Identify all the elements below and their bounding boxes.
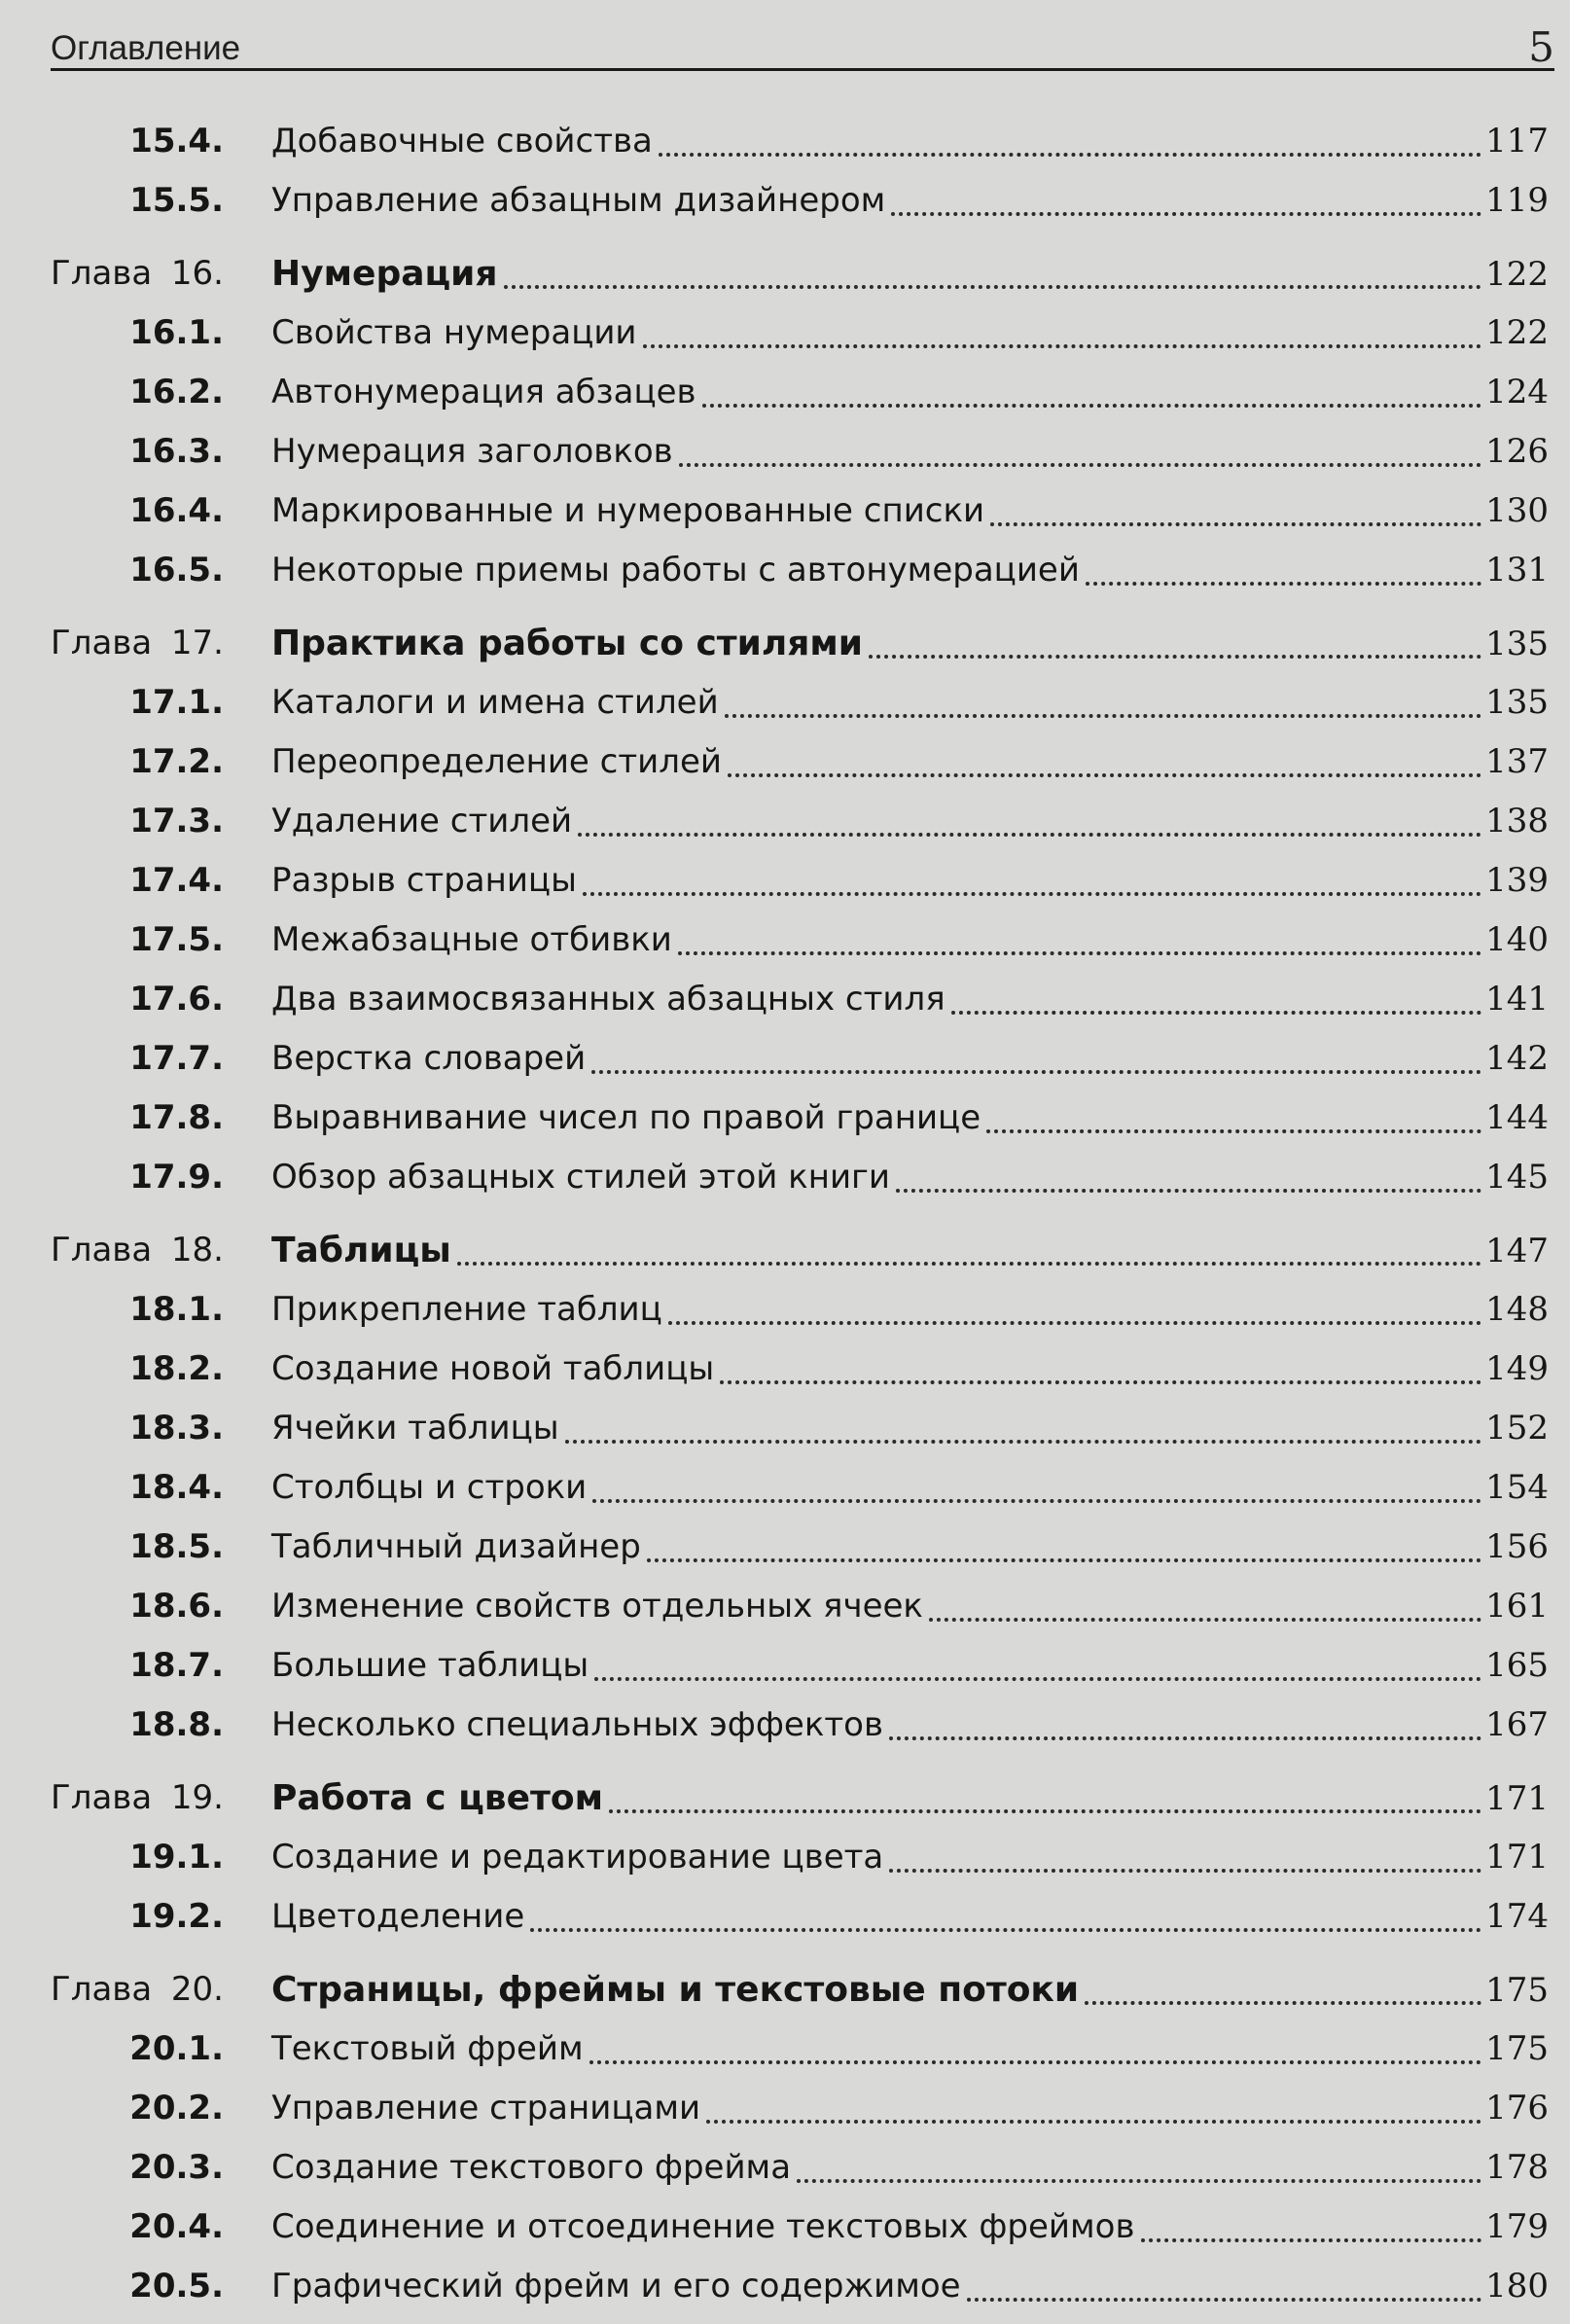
section-title: Управление страницами	[271, 2089, 701, 2127]
section-number: 17.1.	[129, 683, 224, 722]
toc-section-row	[51, 851, 1549, 911]
dot-leader	[869, 655, 1481, 659]
section-number: 16.3.	[129, 432, 224, 471]
chapter-label: Глава	[51, 254, 153, 293]
section-title: Некоторые приемы работы с автонумерацией	[271, 551, 1080, 590]
toc-entry	[271, 1280, 1549, 1340]
section-title: Большие таблицы	[271, 1646, 589, 1685]
section-title: Соединение и отсоединение текстовых фреймов	[271, 2207, 1135, 2246]
toc-entry	[271, 1089, 1549, 1148]
section-title: Добавочные свойства	[271, 122, 653, 161]
section-number: 17.3.	[129, 802, 224, 840]
toc-section-row	[51, 2138, 1549, 2198]
toc-page-number: 145	[1485, 1158, 1549, 1197]
toc-page-number: 174	[1485, 1897, 1549, 1936]
dot-leader	[889, 1869, 1481, 1873]
toc-entry	[271, 1636, 1549, 1696]
toc-section-row	[51, 541, 1549, 600]
dot-leader	[706, 2120, 1481, 2124]
section-number: 16.4.	[129, 491, 224, 530]
toc-entry	[271, 541, 1549, 600]
section-number: 20.1.	[129, 2029, 224, 2068]
toc-entry	[271, 2257, 1549, 2316]
section-number: 17.2.	[129, 742, 224, 781]
toc-section-row	[51, 1577, 1549, 1636]
section-title: Верстка словарей	[271, 1039, 587, 1078]
section-title: Изменение свойств отдельных ячеек	[271, 1587, 923, 1626]
toc-section-row	[51, 733, 1549, 792]
dot-leader	[565, 1440, 1482, 1444]
toc-entry	[271, 2138, 1549, 2198]
dot-leader	[589, 2060, 1481, 2064]
toc-section-row	[51, 1828, 1549, 1887]
chapter-title: Таблицы	[271, 1231, 451, 1270]
toc-section-row	[51, 1340, 1549, 1399]
toc-page-number: 171	[1485, 1838, 1549, 1877]
toc-page-number: 141	[1485, 980, 1549, 1019]
dot-leader	[1141, 2238, 1482, 2242]
toc-page-number: 139	[1485, 861, 1549, 900]
toc-page-number: 180	[1485, 2267, 1549, 2306]
toc-entry	[271, 2198, 1549, 2257]
toc-page-number: 138	[1485, 802, 1549, 840]
section-title: Цветоделение	[271, 1897, 525, 1936]
toc-section-row	[51, 1458, 1549, 1518]
toc-page-number: 176	[1485, 2089, 1549, 2127]
section-title: Автонумерация абзацев	[271, 373, 696, 411]
toc-section-row	[51, 2020, 1549, 2079]
section-title: Удаление стилей	[271, 802, 573, 840]
section-number: 20.3.	[129, 2148, 224, 2187]
toc-page-number: 154	[1485, 1468, 1549, 1507]
section-number: 20.5.	[129, 2267, 224, 2306]
toc-page-number: 142	[1485, 1039, 1549, 1078]
toc-entry	[271, 2020, 1549, 2079]
toc-page-number: 165	[1485, 1646, 1549, 1685]
toc-page-number: 135	[1485, 683, 1549, 722]
toc-entry	[271, 482, 1549, 541]
toc-page-number: 175	[1485, 1971, 1549, 2010]
section-number: 18.2.	[129, 1349, 224, 1388]
section-title: Прикрепление таблиц	[271, 1290, 662, 1329]
toc-section-row	[51, 363, 1549, 422]
toc-page-number: 122	[1485, 313, 1549, 352]
toc-entry	[271, 792, 1549, 851]
toc-section-row	[51, 792, 1549, 851]
toc-page-number: 131	[1485, 551, 1549, 590]
toc-entry	[271, 970, 1549, 1029]
toc-entry	[271, 1518, 1549, 1577]
toc-section-row	[51, 1518, 1549, 1577]
dot-leader	[583, 892, 1481, 896]
section-number: 18.8.	[129, 1705, 224, 1744]
toc-section-row	[51, 911, 1549, 970]
toc-page-number: 137	[1485, 742, 1549, 781]
dot-leader	[592, 1499, 1481, 1503]
toc-entry	[271, 1221, 1549, 1281]
toc-page-number: 178	[1485, 2148, 1549, 2187]
dot-leader	[504, 285, 1482, 289]
section-number: 20.4.	[129, 2207, 224, 2246]
toc-entry	[271, 1960, 1549, 2020]
toc-entry	[271, 1458, 1549, 1518]
section-number: 18.3.	[129, 1409, 224, 1448]
section-number: 17.7.	[129, 1039, 224, 1078]
section-number: 18.5.	[129, 1527, 224, 1566]
toc-section-row	[51, 1280, 1549, 1340]
toc-page-number: 140	[1485, 920, 1549, 959]
dot-leader	[647, 1558, 1481, 1562]
toc-section-row	[51, 1887, 1549, 1947]
chapter-label: Глава	[51, 1231, 153, 1269]
dot-leader	[659, 153, 1481, 157]
toc-chapter-row	[51, 1960, 1549, 2020]
dot-leader	[457, 1262, 1481, 1266]
toc-entry	[271, 1148, 1549, 1207]
toc-page-number: 135	[1485, 625, 1549, 663]
chapter-title: Страницы, фреймы и текстовые потоки	[271, 1970, 1080, 2010]
toc-page-number: 149	[1485, 1349, 1549, 1388]
dot-leader	[797, 2179, 1481, 2183]
section-title: Межабзацные отбивки	[271, 920, 672, 959]
section-number: 17.6.	[129, 980, 224, 1019]
toc-page-number: 119	[1485, 181, 1549, 220]
dot-leader	[679, 463, 1481, 467]
toc-entry	[271, 304, 1549, 363]
toc-page-number: 171	[1485, 1779, 1549, 1818]
toc-section-row	[51, 1148, 1549, 1207]
toc-page-number: 148	[1485, 1290, 1549, 1329]
chapter-label: Глава	[51, 624, 153, 662]
toc-section-row	[51, 970, 1549, 1029]
dot-leader	[594, 1677, 1481, 1681]
section-title: Создание и редактирование цвета	[271, 1838, 884, 1877]
chapter-title: Работа с цветом	[271, 1778, 604, 1818]
dot-leader	[728, 773, 1481, 777]
toc-page-number: 167	[1485, 1705, 1549, 1744]
toc-entry	[271, 1399, 1549, 1458]
toc-section-row	[51, 1636, 1549, 1696]
toc-entry	[271, 1577, 1549, 1636]
section-number: 17.5.	[129, 920, 224, 959]
toc-entry	[271, 851, 1549, 911]
chapter-label: Глава	[51, 1970, 153, 2009]
section-number: 17.8.	[129, 1098, 224, 1137]
toc-section-row	[51, 1399, 1549, 1458]
toc-page-number: 147	[1485, 1232, 1549, 1270]
toc-page-number: 156	[1485, 1527, 1549, 1566]
dot-leader	[591, 1070, 1481, 1074]
toc-page-number: 161	[1485, 1587, 1549, 1626]
section-title: Графический фрейм и его содержимое	[271, 2267, 961, 2306]
toc-section-row	[51, 2198, 1549, 2257]
toc-entry	[271, 112, 1549, 171]
chapter-number: 17.	[170, 624, 224, 662]
section-title: Ячейки таблицы	[271, 1409, 559, 1448]
toc-entry	[271, 422, 1549, 482]
toc-section-row	[51, 482, 1549, 541]
section-title: Выравнивание чисел по правой границе	[271, 1098, 981, 1137]
toc-section-row	[51, 171, 1549, 231]
toc-section-row	[51, 1089, 1549, 1148]
page-number: 5	[1528, 23, 1554, 71]
dot-leader	[702, 404, 1482, 408]
section-number: 18.6.	[129, 1587, 224, 1626]
chapter-number: 19.	[170, 1778, 224, 1817]
toc-page-number: 122	[1485, 255, 1549, 294]
dot-leader	[530, 1928, 1481, 1932]
section-number: 18.7.	[129, 1646, 224, 1685]
dot-leader	[990, 522, 1481, 526]
chapter-number: 18.	[170, 1231, 224, 1269]
toc-section-row	[51, 112, 1549, 171]
dot-leader	[720, 1380, 1481, 1384]
section-title: Нумерация заголовков	[271, 432, 673, 471]
toc-section-row	[51, 1029, 1549, 1089]
section-number: 20.2.	[129, 2089, 224, 2127]
dot-leader	[1085, 2001, 1481, 2005]
toc-entry	[271, 1029, 1549, 1089]
toc-entry	[271, 733, 1549, 792]
toc-section-row	[51, 2257, 1549, 2316]
section-number: 18.4.	[129, 1468, 224, 1507]
section-number: 18.1.	[129, 1290, 224, 1329]
dot-leader	[951, 1011, 1481, 1015]
toc-entry	[271, 614, 1549, 674]
toc-chapter-row	[51, 244, 1549, 304]
toc-section-row	[51, 673, 1549, 733]
dot-leader	[1086, 582, 1481, 586]
toc-entry	[271, 2079, 1549, 2138]
toc-chapter-row	[51, 1221, 1549, 1280]
dot-leader	[725, 714, 1481, 718]
dot-leader	[609, 1809, 1481, 1813]
section-title: Обзор абзацных стилей этой книги	[271, 1158, 891, 1197]
dot-leader	[929, 1618, 1481, 1622]
toc-entry	[271, 244, 1549, 304]
chapter-number: 20.	[170, 1970, 224, 2009]
toc-chapter-row	[51, 614, 1549, 673]
chapter-title: Практика работы со стилями	[271, 624, 864, 663]
section-title: Создание текстового фрейма	[271, 2148, 792, 2187]
toc-entry	[271, 1828, 1549, 1887]
dot-leader	[578, 833, 1481, 837]
toc-section-row	[51, 1696, 1549, 1755]
header-title: Оглавление	[51, 29, 241, 67]
toc-entry	[271, 911, 1549, 970]
section-title: Создание новой таблицы	[271, 1349, 715, 1388]
section-number: 17.9.	[129, 1158, 224, 1197]
toc-page-number: 130	[1485, 491, 1549, 530]
section-title: Текстовый фрейм	[271, 2029, 584, 2068]
section-number: 19.2.	[129, 1897, 224, 1936]
toc-page-number: 144	[1485, 1098, 1549, 1137]
dot-leader	[891, 212, 1481, 216]
section-title: Несколько специальных эффектов	[271, 1705, 884, 1744]
toc-section-row	[51, 304, 1549, 363]
section-number: 16.2.	[129, 373, 224, 411]
dot-leader	[967, 2298, 1482, 2302]
toc-entry	[271, 1769, 1549, 1829]
section-number: 15.5.	[129, 181, 224, 220]
chapter-label: Глава	[51, 1778, 153, 1817]
section-number: 16.1.	[129, 313, 224, 352]
toc-entry	[271, 1887, 1549, 1947]
toc-entry	[271, 673, 1549, 733]
toc-entry	[271, 171, 1549, 231]
section-title: Управление абзацным дизайнером	[271, 181, 886, 220]
section-title: Каталоги и имена стилей	[271, 683, 719, 722]
toc-page-number: 179	[1485, 2207, 1549, 2246]
toc-section-row	[51, 2079, 1549, 2138]
section-number: 19.1.	[129, 1838, 224, 1877]
section-title: Маркированные и нумерованные списки	[271, 491, 985, 530]
toc-entry	[271, 1340, 1549, 1399]
toc-page-number: 117	[1485, 122, 1549, 161]
toc-entry	[271, 1696, 1549, 1755]
section-title: Два взаимосвязанных абзацных стиля	[271, 980, 946, 1019]
toc-chapter-row	[51, 1769, 1549, 1828]
dot-leader	[896, 1189, 1481, 1193]
section-title: Разрыв страницы	[271, 861, 577, 900]
section-title: Табличный дизайнер	[271, 1527, 641, 1566]
section-number: 17.4.	[129, 861, 224, 900]
toc-entry	[271, 363, 1549, 422]
toc-section-row	[51, 422, 1549, 482]
dot-leader	[678, 951, 1481, 955]
running-header	[51, 18, 1554, 71]
toc-page-number: 152	[1485, 1409, 1549, 1448]
toc-page-number: 175	[1485, 2029, 1549, 2068]
section-number: 16.5.	[129, 551, 224, 590]
dot-leader	[643, 344, 1482, 348]
dot-leader	[889, 1736, 1481, 1740]
chapter-title: Нумерация	[271, 254, 498, 294]
section-title: Свойства нумерации	[271, 313, 637, 352]
toc-page-number: 124	[1485, 373, 1549, 411]
chapter-number: 16.	[170, 254, 224, 293]
table-of-contents	[51, 112, 1549, 2316]
dot-leader	[668, 1321, 1481, 1325]
section-title: Столбцы и строки	[271, 1468, 588, 1507]
section-number: 15.4.	[129, 122, 224, 161]
toc-page-number: 126	[1485, 432, 1549, 471]
dot-leader	[986, 1129, 1481, 1133]
section-title: Переопределение стилей	[271, 742, 722, 781]
